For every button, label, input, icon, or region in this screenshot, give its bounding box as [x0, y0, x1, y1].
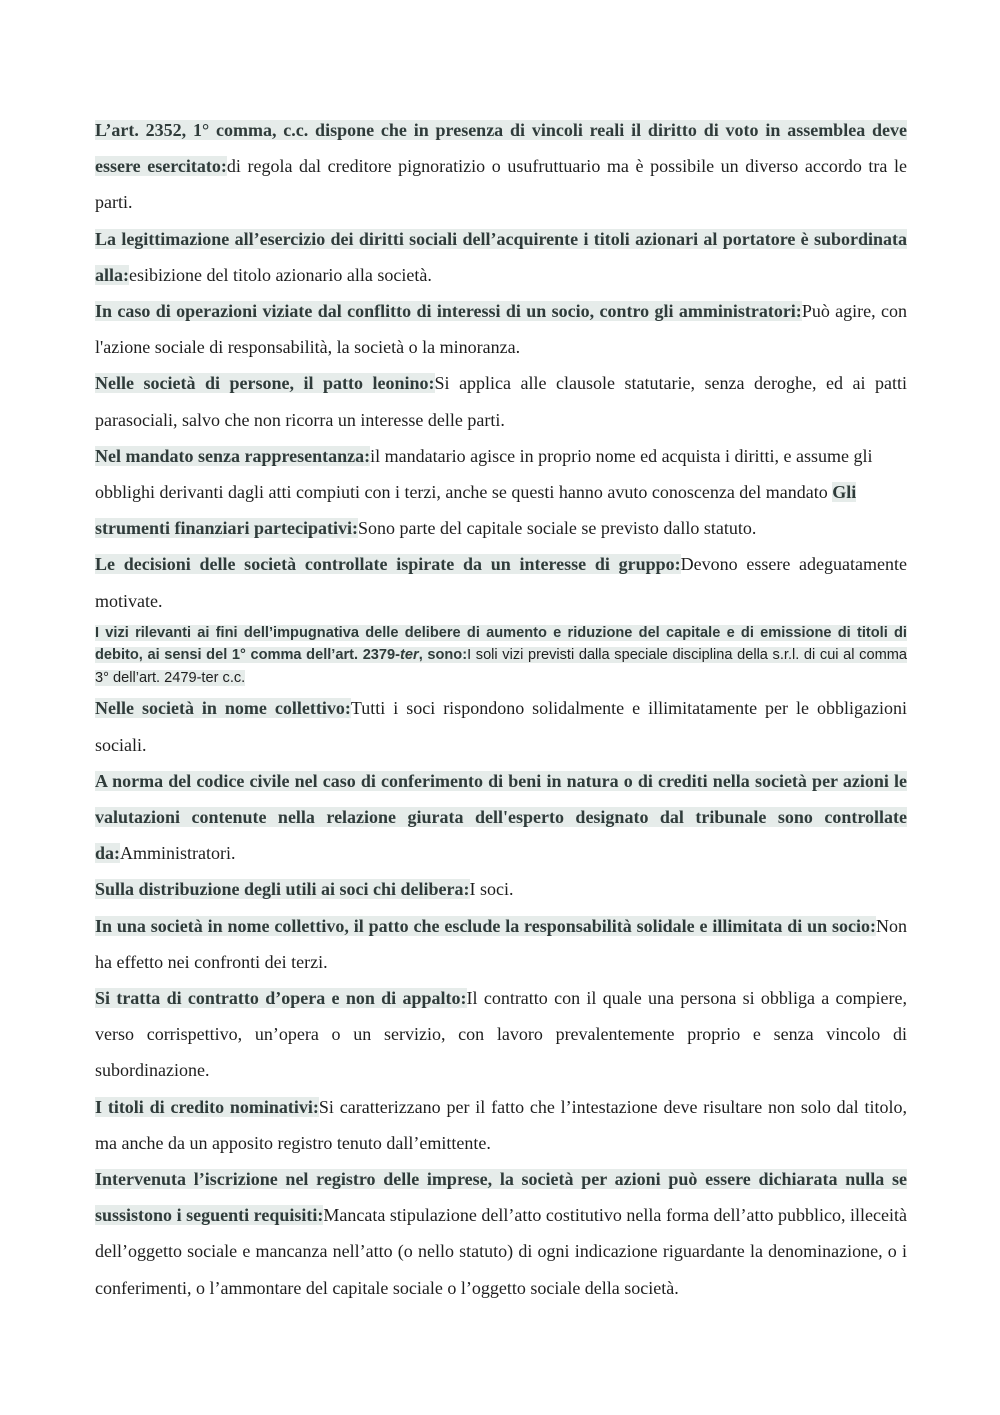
- answer-text: I soci.: [469, 879, 514, 900]
- question-text: Nelle società in nome collettivo:: [95, 698, 351, 719]
- answer-text: Può agire, con l'azione sociale di responsabilità, la società o la minoranza.: [95, 301, 907, 358]
- question-text: In una società in nome collettivo, il patto che esclude la responsabilità solidale e illimitata di un socio:: [95, 915, 876, 936]
- qa-paragraph: [95, 365, 907, 437]
- question-text: Nel mandato senza rappresentanza:: [95, 445, 371, 466]
- question-text: In caso di operazioni viziate dal conflitto di interessi di un socio, contro gli amministratori:: [95, 301, 802, 322]
- answer-text: Devono essere adeguatamente motivate.: [95, 554, 907, 611]
- question-text: L’art. 2352, 1° comma, c.c. dispone che in presenza di vincoli reali il diritto di voto in assemblea deve essere esercitato:: [95, 120, 907, 177]
- qa-paragraph: [95, 619, 907, 691]
- answer-text: Il contratto con il quale una persona si obbliga a compiere, verso corrispettivo, un’opera o un servizio, con lavoro prevalentemente proprio e senza vincolo di subordinazione.: [95, 987, 908, 1081]
- question-text: Gli strumenti finanziari partecipativi:: [95, 482, 857, 539]
- answer-text: Amministratori.: [120, 843, 236, 864]
- qa-paragraph: [95, 546, 907, 618]
- qa-paragraph: [95, 908, 907, 980]
- answer-text: il mandatario agisce in proprio nome ed acquista i diritti, e assume gli obblighi derivanti dagli atti compiuti con i terzi, anche se questi hanno avuto conoscenza del mandato: [95, 445, 873, 503]
- answer-text: Si applica alle clausole statutarie, senza deroghe, ed ai patti parasociali, salvo che non ricorra un interesse delle parti.: [95, 373, 907, 430]
- question-text: I titoli di credito nominativi:: [95, 1096, 319, 1117]
- qa-paragraph: [95, 1089, 907, 1161]
- qa-paragraph: [95, 112, 907, 221]
- question-text: A norma del codice civile nel caso di conferimento di beni in natura o di crediti nella società per azioni le valutazioni contenute nella relazione giurata dell'esperto designato dal tribunale sono controllate da:: [95, 770, 907, 864]
- question-text: Intervenuta l’iscrizione nel registro delle imprese, la società per azioni può essere dichiarata nulla se sussistono i seguenti requisiti:: [95, 1168, 907, 1226]
- answer-text: Mancata stipulazione dell’atto costitutivo nella forma dell’atto pubblico, illeceità dell’oggetto sociale e mancanza nell’atto (o nello statuto) di ogni indicazione riguardante la denominazione, o i conferimenti, o l’ammontare del capitale sociale o l’oggetto sociale della società.: [95, 1205, 907, 1298]
- question-text-part: , sono:: [418, 647, 468, 664]
- answer-text: esibizione del titolo azionario alla società.: [129, 264, 432, 285]
- document-body: [95, 112, 907, 1306]
- question-text-italic: ter: [400, 647, 419, 664]
- question-text: Si tratta di contratto d’opera e non di appalto:: [95, 987, 467, 1008]
- qa-paragraph: [95, 763, 907, 872]
- qa-paragraph: [95, 293, 907, 365]
- qa-paragraph: [95, 221, 907, 293]
- answer-text: Si caratterizzano per il fatto che l’intestazione deve risultare non solo dal titolo, ma anche da un apposito registro tenuto dall’emittente.: [95, 1096, 907, 1153]
- answer-text: I soli vizi previsti dalla speciale disciplina della s.r.l. di cui al comma 3° dell’art. 2479-ter c.c.: [95, 647, 907, 686]
- qa-paragraph: [95, 980, 907, 1089]
- question-text: La legittimazione all’esercizio dei diritti sociali dell’acquirente i titoli azionari al portatore è subordinata alla:: [95, 228, 907, 285]
- question-text-part: I vizi rilevanti ai fini dell’impugnativa delle delibere di aumento e riduzione del capitale e di emissione di titoli di debito, ai sensi del 1° comma dell’art. 2379-: [95, 624, 907, 664]
- answer-text: Tutti i soci rispondono solidalmente e illimitatamente per le obbligazioni sociali.: [95, 698, 907, 755]
- qa-paragraph: [95, 690, 907, 762]
- question-text: Sulla distribuzione degli utili ai soci chi delibera:: [95, 879, 470, 900]
- answer-text: di regola dal creditore pignoratizio o usufruttuario ma è possibile un diverso accordo tra le parti.: [95, 156, 907, 213]
- qa-paragraph: [95, 871, 907, 907]
- qa-paragraph: [95, 438, 907, 547]
- answer-text: Sono parte del capitale sociale se previsto dallo statuto.: [357, 518, 757, 539]
- question-text: Le decisioni delle società controllate ispirate da un interesse di gruppo:: [95, 554, 681, 575]
- qa-paragraph: [95, 1161, 907, 1306]
- question-text: Nelle società di persone, il patto leonino:: [95, 373, 435, 394]
- answer-text: Non ha effetto nei confronti dei terzi.: [95, 915, 907, 972]
